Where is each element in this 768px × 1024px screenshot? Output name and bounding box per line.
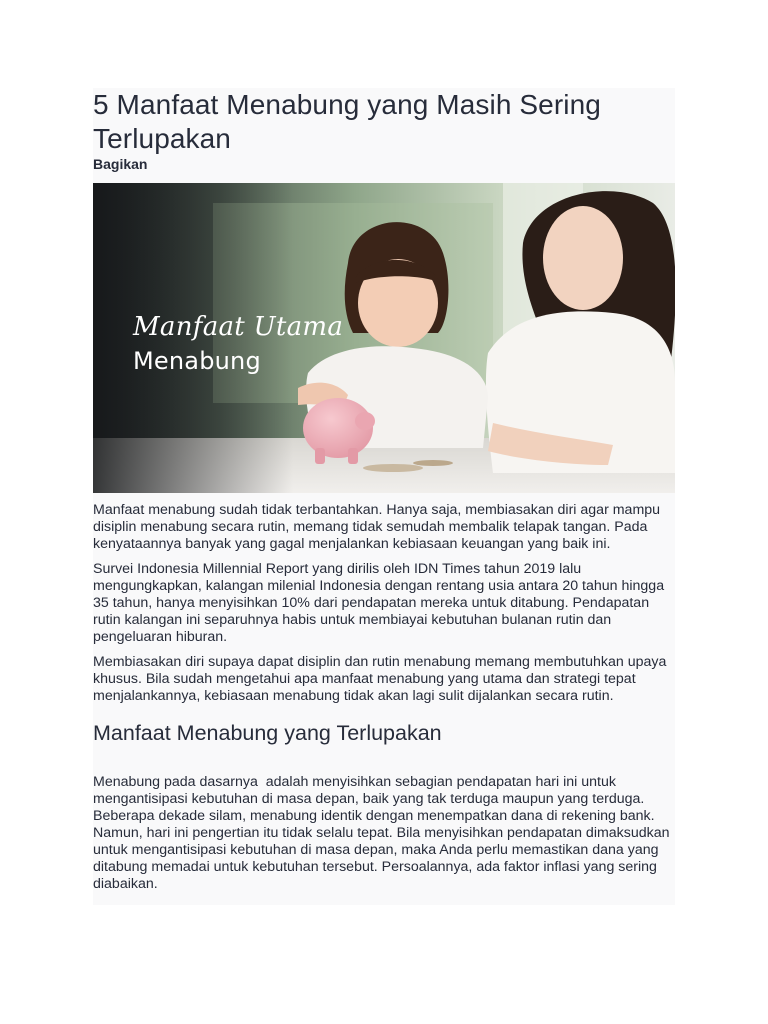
hero-caption-line-1: Manfaat Utama [133,312,344,342]
paragraph-3: Membiasakan diri supaya dapat disiplin dan rutin menabung memang membutuhkan upaya khusus. Bila sudah mengetahui apa manfaat menabung yang utama dan strategi tepat menjalankannya, kebiasaan menabung tidak akan lagi sulit dijalankan secara rutin. [93,654,671,704]
paragraph-1: Manfaat menabung sudah tidak terbantahkan. Hanya saja, membiasakan diri agar mampu disiplin menabung secara rutin, memang tidak semudah membalik telapak tangan. Pada kenyataannya banyak yang gagal menjalankan kebiasaan keuangan yang baik ini. [93,502,664,552]
section-paragraph: Menabung pada dasarnya adalah menyisihkan sebagian pendapatan hari ini untuk mengantisipasi kebutuhan di masa depan, baik yang tak terduga maupun yang terduga. Beberapa dekade silam, menabung identik dengan menempatkan dana di rekening bank. Namun, hari ini pengertian itu tidak selalu tepat. Bila menyisihkan pendapatan dimaksudkan untuk mengantisipasi kebutuhan di masa depan, maka Anda perlu memastikan dana yang ditabung memadai untuk kebutuhan tersebut. Persoalannya, ada faktor inflasi yang sering diabaikan. [93,774,674,892]
share-link[interactable]: Bagikan [93,156,148,172]
hero-caption-line-2: Menabung [133,347,261,375]
paragraph-2: Survei Indonesia Millennial Report yang dirilis oleh IDN Times tahun 2019 lalu mengungkapkan, kalangan milenial Indonesia dengan rentang usia antara 20 tahun hingga 35 tahun, hanya menyisihkan 10% dari pendapatan mereka untuk ditabung. Pendapatan rutin kalangan ini separuhnya habis untuk membiayai kebutuhan bulanan rutin dan pengeluaran hiburan. [93,561,669,645]
hero-caption [133,310,343,378]
article-title: 5 Manfaat Menabung yang Masih Sering Terlupakan [93,89,601,154]
article [93,88,675,905]
hero-image [93,183,675,493]
section-heading: Manfaat Menabung yang Terlupakan [93,721,442,745]
